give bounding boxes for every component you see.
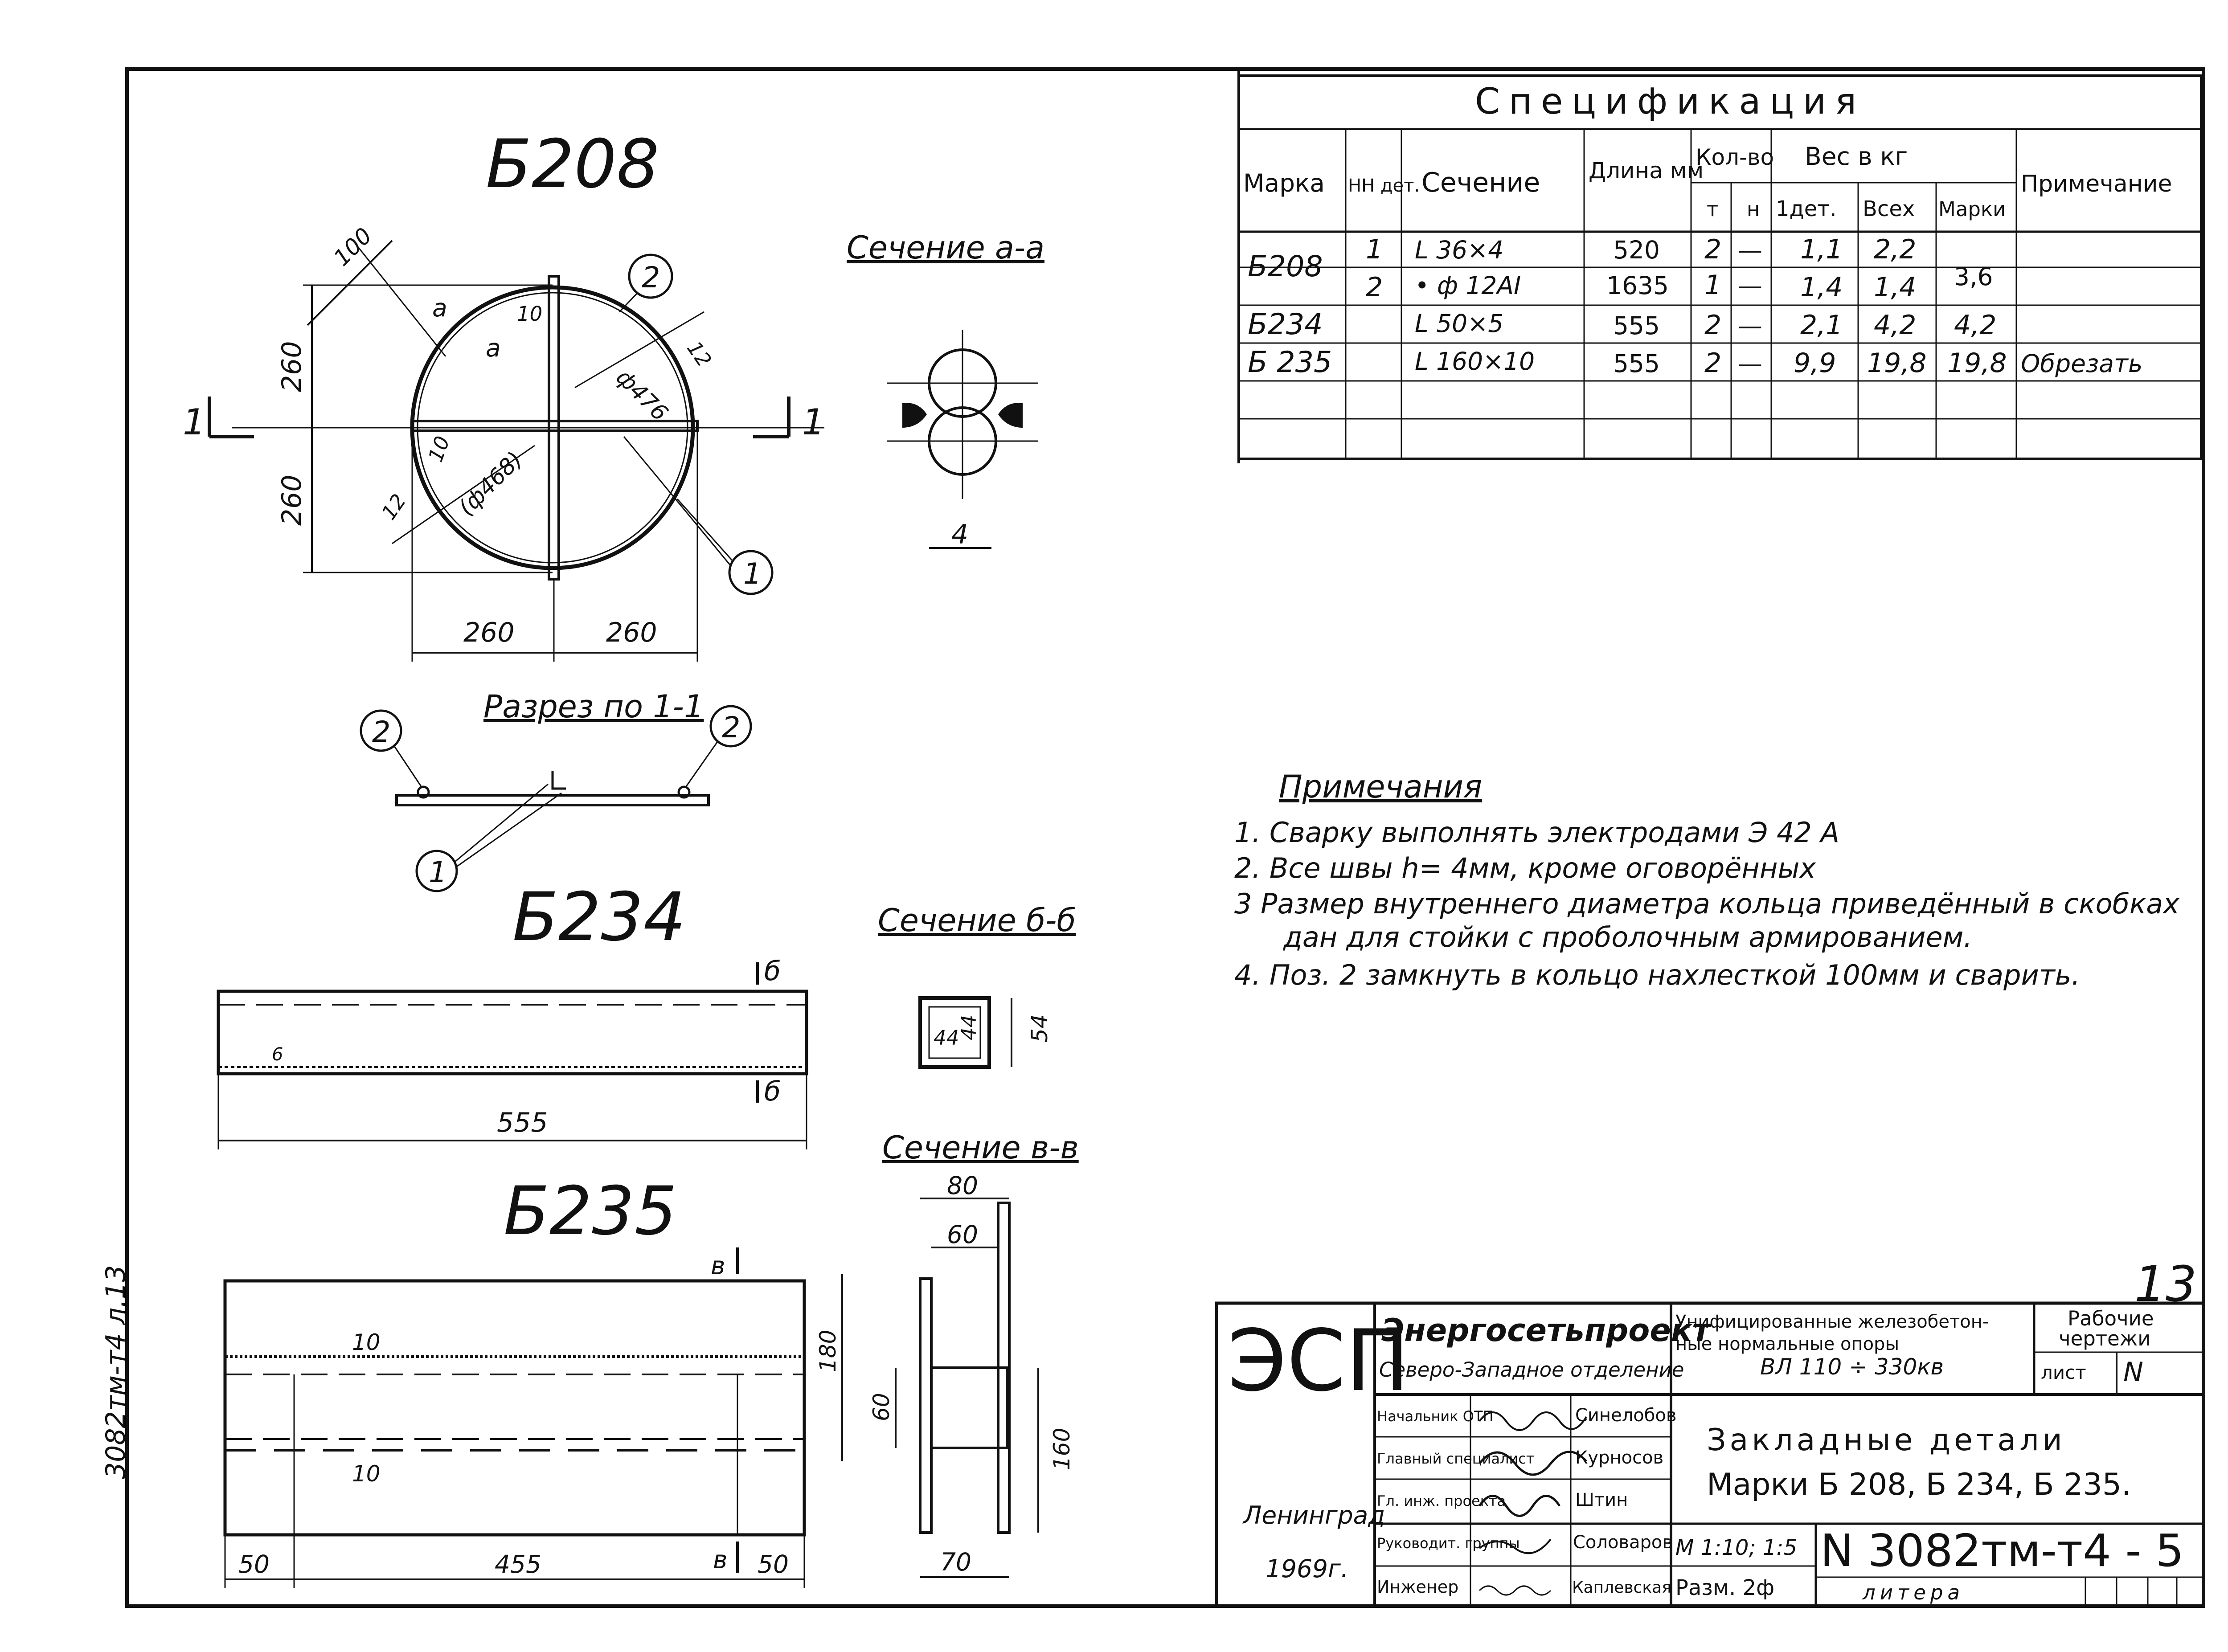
page-number: 13 [2134, 1255, 2197, 1313]
tb-role-3: Гл. инж. проекта [1377, 1493, 1506, 1509]
section-v-180: 180 [815, 1329, 841, 1372]
callout-1-label: 1 [743, 557, 762, 591]
cut-label-left: 1 [183, 401, 205, 443]
section-b-54: 54 [1027, 1014, 1053, 1043]
a-mark-2: а [486, 334, 501, 362]
section-b-44-h: 44 [934, 1026, 959, 1050]
spec-h-w-all: Всех [1863, 196, 1915, 221]
b234-dim-555: 555 [497, 1107, 548, 1138]
note-2: 2. Все швы h= 4мм, кроме оговорённых [1234, 852, 1816, 884]
signature [1479, 1586, 1551, 1595]
spec-r1-t: 2 [1704, 234, 1722, 265]
spec-h-section: Сечение [1421, 167, 1540, 198]
spec-r1-section: L 36×4 [1415, 236, 1504, 264]
title-block [1216, 1255, 2203, 1606]
section-v-flange [920, 1279, 931, 1533]
tb-project-3: ВЛ 110 ÷ 330кв [1760, 1354, 1944, 1380]
section-v-80: 80 [947, 1171, 978, 1200]
spec-r4-note: Обрезать [2021, 349, 2143, 378]
spec-r2-w1: 1,4 [1800, 272, 1843, 303]
spec-h-weight: Вес в кг [1805, 142, 1908, 171]
tb-role-2: Главный специалист [1377, 1450, 1535, 1467]
spec-r1-w1: 1,1 [1800, 234, 1843, 265]
spec-r4-w1: 9,9 [1794, 348, 1836, 379]
b234-title: Б234 [512, 879, 686, 956]
notes-title: Примечания [1279, 769, 1483, 805]
tb-project-1: Унифицированные железобетон- [1675, 1312, 1989, 1332]
spec-r3-w1: 2,1 [1800, 310, 1843, 341]
spec-r2-wall: 1,4 [1874, 272, 1917, 303]
section-v-title: Сечение в-в [882, 1129, 1079, 1166]
dim-12-top: 12 [682, 336, 717, 372]
tb-role-5: Инженер [1377, 1577, 1459, 1597]
spec-r3-length: 555 [1613, 311, 1660, 340]
spec-table [1239, 76, 2201, 459]
dim-100: 100 [328, 222, 377, 271]
tb-name-5: Каплевская [1572, 1578, 1671, 1597]
spec-r3-n: — [1738, 311, 1762, 340]
spec-r1-wall: 2,2 [1874, 234, 1917, 265]
note-1: 1. Сварку выполнять электродами Э 42 А [1234, 816, 1839, 849]
spec-r1-nn: 1 [1366, 234, 1383, 265]
spec-h-w-mark: Марки [1938, 197, 2006, 221]
note-3b: дан для стойки с проболочным армированием. [1283, 921, 1973, 953]
b235-view [225, 1129, 1079, 1588]
spec-r3-section: L 50×5 [1415, 309, 1504, 338]
b235-dim-50-left: 50 [238, 1550, 270, 1578]
cut-1-1-bar [397, 795, 709, 805]
section-v-70: 70 [940, 1548, 971, 1576]
b234-cut-label-bottom: б [764, 1076, 781, 1107]
spec-r1-length: 520 [1613, 236, 1660, 264]
dim-4-label: 4 [951, 519, 969, 550]
leader [686, 742, 717, 786]
spec-h-w-det: 1дет. [1776, 196, 1837, 221]
spec-r1-n: — [1738, 236, 1762, 264]
spec-r1-wmark: 3,6 [1954, 262, 1993, 291]
b235-title: Б235 [504, 1173, 677, 1250]
b235-dim-50-right: 50 [758, 1550, 789, 1578]
dim-10-left: 10 [423, 433, 455, 465]
spec-h-length: Длина мм [1589, 158, 1704, 184]
spec-r4-n: — [1738, 349, 1762, 378]
dim-10-top: 10 [517, 302, 543, 326]
b235-weld-10-top: 10 [352, 1329, 381, 1355]
tb-city: Ленинград [1243, 1501, 1385, 1529]
spec-r4-length: 555 [1613, 349, 1660, 378]
spec-r4-t: 2 [1704, 348, 1722, 379]
dim-12-left: 12 [377, 490, 411, 524]
cut-callout-2-left-label: 2 [372, 716, 391, 749]
tb-sheet-val: N [2123, 1357, 2143, 1388]
spec-r2-n: — [1738, 271, 1762, 300]
tb-role-1: Начальник ОТП [1377, 1408, 1494, 1425]
spec-title: Спецификация [1475, 81, 1866, 122]
section-v-60v: 60 [868, 1393, 894, 1421]
b235-cut-label-top: в [711, 1251, 725, 1280]
spec-r2-length: 1635 [1606, 271, 1669, 300]
b235-cut-label-bottom: в [713, 1546, 728, 1574]
spec-h-qty-t: т [1707, 197, 1719, 221]
tb-name-3: Штин [1575, 1490, 1628, 1510]
weld-right [998, 403, 1023, 428]
spec-r3-t: 2 [1704, 310, 1722, 341]
cut-angle [553, 771, 566, 789]
side-stamp: 3082тм-т4 л.13 [100, 1265, 131, 1479]
notes [1234, 769, 2180, 991]
cut-label-right: 1 [802, 401, 825, 443]
spec-r3-mark: Б234 [1248, 308, 1323, 341]
tb-drawing-2: Марки Б 208, Б 234, Б 235. [1707, 1467, 2131, 1502]
spec-r4-wmark: 19,8 [1947, 348, 2007, 379]
section-b-title: Сечение б-б [878, 902, 1076, 939]
dim-phi468: (ф468) [453, 446, 528, 521]
tb-name-1: Синелобов [1575, 1405, 1677, 1426]
tb-project-2: ные нормальные опоры [1675, 1334, 1900, 1354]
b208-title: Б208 [486, 126, 659, 203]
tb-logo: ЭСП [1228, 1312, 1410, 1410]
b235-angle [225, 1281, 804, 1535]
spec-r3-wmark: 4,2 [1954, 310, 1997, 341]
b234-weld: 6 [272, 1044, 283, 1065]
tb-format: Разм. 2ф [1675, 1575, 1775, 1600]
spec-r4-wall: 19,8 [1867, 348, 1927, 379]
dim-260-left: 260 [463, 617, 515, 648]
spec-h-qty: Кол-во [1696, 144, 1774, 170]
weld-left [902, 403, 927, 428]
callout-2-label: 2 [642, 261, 660, 294]
cut-1-1-title: Разрез по 1-1 [483, 688, 704, 725]
cut-callout-2-right-label: 2 [722, 711, 741, 744]
spec-r4-mark: Б 235 [1248, 346, 1332, 379]
b235-weld-10-mid: 10 [352, 1461, 381, 1487]
b234-angle [218, 991, 807, 1074]
b234-view [218, 879, 1076, 1149]
dim-phi476: ф476 [611, 364, 673, 426]
spec-r2-nn: 2 [1366, 272, 1383, 303]
b234-cut-label-top: б [764, 956, 781, 987]
dim-260-right: 260 [606, 617, 657, 648]
b208-view [183, 126, 1044, 891]
section-v-160: 160 [1049, 1427, 1075, 1470]
cut-callout-1-label: 1 [429, 856, 447, 889]
section-a-title: Сечение а-а [847, 229, 1044, 266]
tb-letter: литера [1863, 1581, 1965, 1604]
tb-doc-no: N 3082тм-т4 - 5 [1820, 1525, 2184, 1577]
spec-h-mark: Марка [1243, 169, 1325, 197]
spec-r4-section: L 160×10 [1415, 347, 1535, 376]
tb-scale: М 1:10; 1:5 [1675, 1535, 1798, 1560]
spec-h-nn: НН дет. [1348, 176, 1420, 196]
spec-h-qty-n: н [1747, 197, 1760, 221]
spec-r2-t: 1 [1704, 270, 1722, 301]
spec-r1-mark: Б208 [1248, 250, 1323, 283]
tb-role-4: Руководит. группы [1377, 1535, 1520, 1552]
spec-r3-wall: 4,2 [1874, 310, 1917, 341]
section-v-web [931, 1368, 1007, 1448]
tb-sheet-label: лист [2041, 1362, 2086, 1383]
dim-260-top: 260 [276, 341, 307, 392]
tb-stage-1: Рабочие [2068, 1307, 2154, 1330]
note-4: 4. Поз. 2 замкнуть в кольцо нахлесткой 100мм и сварить. [1234, 959, 2081, 991]
spec-h-note: Примечание [2021, 171, 2172, 197]
tb-branch: Северо-Западное отделение [1379, 1358, 1684, 1382]
tb-drawing-1: Закладные детали [1707, 1423, 2066, 1458]
b235-dim-455: 455 [495, 1550, 541, 1578]
leader [624, 437, 731, 566]
cut-mark-left [209, 397, 254, 437]
note-3: 3 Размер внутреннего диаметра кольца приведённый в скобках [1234, 887, 2179, 920]
tb-org: Энергосетьпроект [1381, 1312, 1710, 1349]
a-mark-1: а [432, 294, 447, 322]
dim-260-bottom: 260 [276, 474, 307, 526]
tb-name-2: Курносов [1575, 1448, 1664, 1468]
cut-mark-right [753, 397, 789, 437]
tb-name-4: Соловаров [1573, 1532, 1673, 1553]
section-b-44-v: 44 [957, 1014, 981, 1040]
section-v-60: 60 [947, 1220, 978, 1249]
leader [394, 746, 421, 786]
tb-stage-2: чертежи [2059, 1327, 2151, 1350]
tb-year: 1969г. [1266, 1554, 1349, 1583]
leader [677, 499, 733, 561]
spec-r2-section: • ф 12АI [1415, 271, 1521, 300]
